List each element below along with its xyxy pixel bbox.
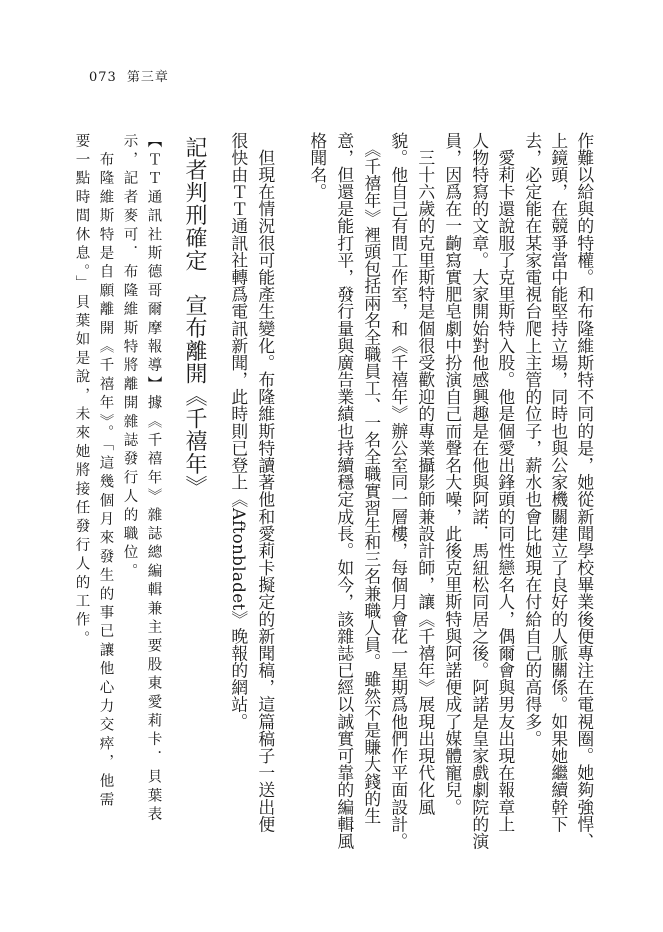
body-column: 去，必定能在某家電視台爬上主管的位子，薪水也會比她現在付給自己的高得多。 bbox=[522, 132, 543, 748]
body-column: 格聞名。 bbox=[307, 132, 328, 201]
quote-column: 【ＴＴ通訊社斯德哥爾摩報導】據《千禧年》雜誌總編輯兼主要股東愛莉卡．貝葉表 bbox=[145, 133, 162, 825]
chapter-title: 第三章 bbox=[126, 70, 169, 85]
page-number: 073 bbox=[89, 70, 117, 85]
body-column: 員，因爲在一齣寫實肥皂劇中扮演自己而聲名大噪，此後克里斯特與阿諾便成了媒體寵兒。 bbox=[442, 132, 463, 816]
body-column: 人物特寫的文章。大家開始對他感興趣是在他與阿諾．馬紐松同居之後。阿諾是皇家戲劇院的演 bbox=[469, 132, 490, 850]
body-column: 但現在情況很可能產生變化。布隆維斯特讀著他和愛莉卡擬定的新聞稿，這篇稿子一送出便 bbox=[255, 132, 276, 833]
body-column: 作難以給與的特權。和布隆維斯特不同的是，她從新聞學校畢業後便專注在電視圈。她夠強悍、 bbox=[574, 132, 595, 850]
body-column: 上鏡頭，在競爭當中能堅持立場，同時也與公家機關建立了良好的人脈關係。如果她繼續幹下 bbox=[548, 132, 569, 833]
quote-column: 示，記者麥可．布隆維斯特將離開雜誌發行人的職位。 bbox=[121, 133, 138, 582]
quote-column: 布隆維斯特是自願離開《千禧年》。「這幾個月來發生的事已讓他心力交瘁，他需 bbox=[97, 133, 114, 811]
running-header bbox=[89, 66, 169, 85]
body-column: 《千禧年》裡頭包括兩名全職員工、一名全職實習生和三名兼職人員。雖然不是賺大錢的生 bbox=[361, 132, 382, 825]
body-column: 很快由ＴＴ通訊社轉爲電訊新聞，此時則已登上《Aftonbladet》晚報的網站。 bbox=[228, 132, 249, 731]
body-column: 意，但還是能打平，發行量與廣告業績也持續穩定成長。如今，該雜誌已經以誠實可靠的編輯風 bbox=[334, 132, 355, 850]
quote-column: 要一點時間休息。」貝葉如是說，未來她將接任發行人的工作。 bbox=[73, 133, 90, 650]
section-heading: 記者判刑確定 宣布離開《千禧年》 bbox=[182, 136, 207, 498]
body-column: 貌。他自己有間工作室，和《千禧年》辦公室同一層樓，每個月會花一星期爲他們作平面設計。 bbox=[388, 132, 409, 850]
body-column: 愛莉卡還說服了克里斯特入股。他是個愛出鋒頭的同性戀名人，偶爾會與男友出現在報章上 bbox=[495, 132, 516, 833]
body-column: 三十六歲的克里斯特是個很受歡迎的專業攝影師兼設計師，讓《千禧年》展現出現代化風 bbox=[415, 132, 436, 816]
